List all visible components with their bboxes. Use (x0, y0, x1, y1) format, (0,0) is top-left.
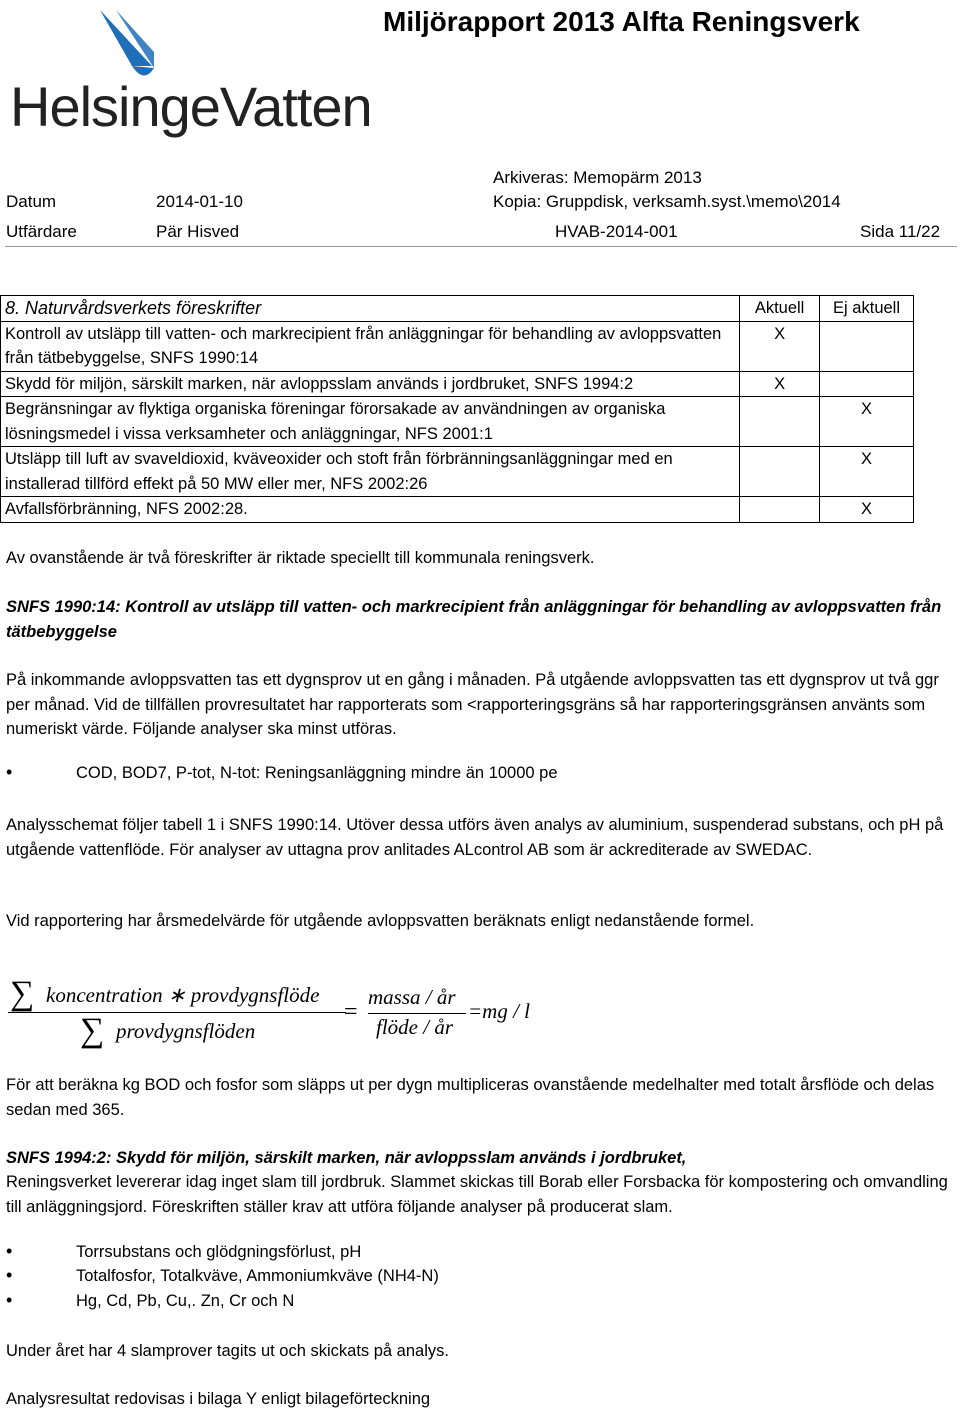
table-header-row (1, 296, 914, 322)
samples-paragraph: Under året har 4 slamprover tagits ut och skickats på analys. (6, 1342, 449, 1360)
bullet-icon: • (6, 1241, 13, 1261)
table-row (1, 321, 914, 371)
list-item-text: Torrsubstans och glödgningsförlust, pH (76, 1243, 362, 1261)
formula-denominator-2: flöde / år (376, 1015, 453, 1039)
formula-denominator: provdygnsflöden (116, 1019, 256, 1043)
fraction-line-2 (368, 1013, 466, 1014)
equals-sign: = (344, 999, 358, 1025)
document-title: Miljörapport 2013 Alfta Reningsverk (383, 6, 860, 37)
list-item-text: Totalfosfor, Totalkväve, Ammoniumkväve (NH4-N) (76, 1267, 439, 1285)
aktuell-mark (740, 397, 820, 447)
issuer-value: Pär Hisved (156, 222, 240, 241)
formula-result: =mg / l (468, 999, 531, 1023)
logo-wordmark: HelsingeVatten (10, 75, 372, 138)
aktuell-mark (740, 497, 820, 523)
regulations-table (0, 295, 914, 523)
table-row (1, 447, 914, 497)
ej-aktuell-mark (820, 371, 914, 397)
list-item-text: COD, BOD7, P-tot, N-tot: Reningsanläggning mindre än 10000 pe (76, 764, 558, 782)
formula-numerator-2: massa / år (368, 985, 456, 1009)
table-row (1, 371, 914, 397)
table-heading: 8. Naturvårdsverkets föreskrifter (1, 296, 740, 322)
bullet-icon: • (6, 1290, 13, 1310)
aktuell-mark: X (740, 321, 820, 371)
datum-value: 2014-01-10 (156, 192, 243, 211)
annual-mean-formula (8, 975, 568, 1055)
copy-info: Kopia: Gruppdisk, verksamh.syst.\memo\2014 (493, 192, 841, 211)
regulation-text: Utsläpp till luft av svaveldioxid, kväveoxider och stoft från förbränningsanläggningar med en installerad tillförd effekt på 50 MW eller mer, NFS 2002:26 (1, 447, 740, 497)
column-header-aktuell: Aktuell (740, 296, 820, 322)
section-heading-snfs-1990-14: SNFS 1990:14: Kontroll av utsläpp till vatten- och markrecipient från anläggningar för behandling av avloppsvatten från tätbebyggelse (6, 598, 942, 641)
sampling-paragraph: På inkommande avloppsvatten tas ett dygnsprov ut en gång i månaden. På utgående avloppsvatten tas ett dygnsprov ut två ggr per månad. Vid de tillfällen provresultatet har rapporterats som <rapporteringsgräns så har rapporteringsgränsen använts som numeriskt värde. Följande analyser ska minst utföras. (6, 671, 939, 738)
datum-label: Datum (6, 192, 57, 211)
fraction-line (8, 1012, 346, 1013)
ej-aktuell-mark: X (820, 447, 914, 497)
sludge-paragraph: Reningsverket levererar idag inget slam till jordbruk. Slammet skickas till Borab eller Forsbacka för kompostering och omvandling till anläggningsjord. Föreskriften ställer krav att utföra följande analyser på producerat slam. (6, 1173, 948, 1216)
page-number: Sida 11/22 (860, 222, 941, 241)
header-divider (5, 246, 957, 247)
aktuell-mark: X (740, 371, 820, 397)
regulation-text: Begränsningar av flyktiga organiska föreningar förorsakade av användningen av organiska lösningsmedel i vissa verksamheter och anläggningar, NFS 2001:1 (1, 397, 740, 447)
regulation-text: Skydd för miljön, särskilt marken, när avloppsslam används i jordbruket, SNFS 1994:2 (1, 371, 740, 397)
bullet-icon: • (6, 1265, 13, 1285)
table-row (1, 397, 914, 447)
sum-symbol-icon: ∑ (80, 1012, 105, 1049)
bullet-icon: • (6, 762, 13, 782)
reporting-paragraph: Vid rapportering har årsmedelvärde för utgående avloppsvatten beräknats enligt nedanstående formel. (6, 912, 755, 930)
regulation-text: Avfallsförbränning, NFS 2002:28. (1, 497, 740, 523)
analysis-paragraph: Analysschemat följer tabell 1 i SNFS 1990:14. Utöver dessa utförs även analys av aluminium, suspenderad substans, och pH på utgående vattenflöde. För analyser av uttagna prov anlitades ALcontrol AB som är ackrediterade av SWEDAC. (6, 816, 944, 859)
ej-aktuell-mark: X (820, 497, 914, 523)
regulation-text: Kontroll av utsläpp till vatten- och markrecipient från anläggningar för behandling av avloppsvatten från tätbebyggelse, SNFS 1990:14 (1, 321, 740, 371)
issuer-label: Utfärdare (6, 222, 77, 241)
intro-paragraph: Av ovanstående är två föreskrifter är riktade speciellt till kommunala reningsverk. (6, 549, 595, 567)
list-item-text: Hg, Cd, Pb, Cu,. Zn, Cr och N (76, 1292, 295, 1310)
column-header-ej-aktuell: Ej aktuell (820, 296, 914, 322)
sum-symbol-icon: ∑ (10, 975, 35, 1012)
calculation-paragraph: För att beräkna kg BOD och fosfor som släpps ut per dygn multipliceras ovanstående medelhalter med totalt årsflöde och delas sedan med 365. (6, 1076, 935, 1119)
results-paragraph: Analysresultat redovisas i bilaga Y enligt bilageförteckning (6, 1390, 431, 1408)
archive-info: Arkiveras: Memopärm 2013 (493, 168, 702, 187)
ej-aktuell-mark: X (820, 397, 914, 447)
section-heading-snfs-1994-2: SNFS 1994:2: Skydd för miljön, särskilt marken, när avloppsslam används i jordbruket, (6, 1149, 687, 1167)
formula-numerator: koncentration ∗ provdygnsflöde (46, 983, 320, 1007)
ej-aktuell-mark (820, 321, 914, 371)
document-id: HVAB-2014-001 (555, 222, 678, 241)
aktuell-mark (740, 447, 820, 497)
table-row (1, 497, 914, 523)
helsingevatten-logo (6, 4, 372, 144)
